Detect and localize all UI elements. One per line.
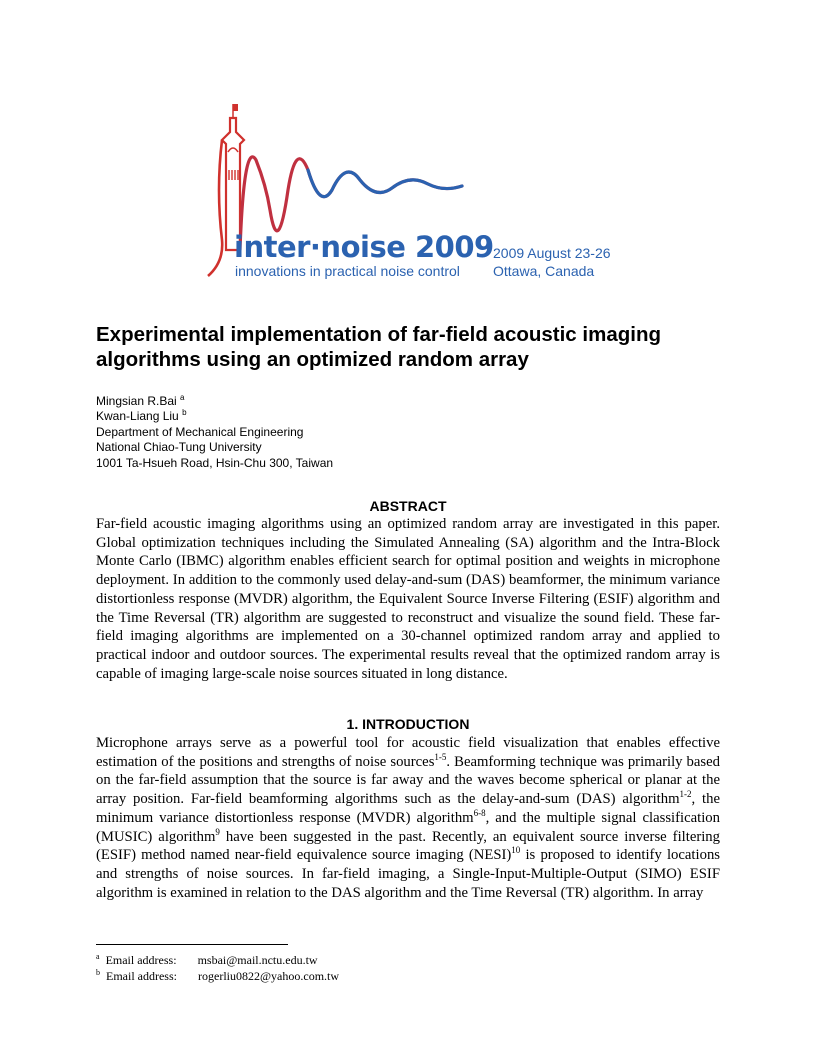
introduction-heading: 1. INTRODUCTION: [346, 716, 470, 732]
footnote-label: Email address:: [105, 953, 177, 967]
intro-text-segment: Microphone arrays serve as a powerful tool for acoustic field visualization that enables effective estimation of the positions and strengths of noise sources: [96, 735, 720, 770]
intro-text-segment: , and the multiple signal classification (MUSIC) algorithm: [96, 809, 720, 845]
citation: 1-5: [434, 751, 447, 762]
email-address: msbai@mail.nctu.edu.tw: [197, 953, 318, 967]
abstract-heading: ABSTRACT: [369, 498, 447, 514]
conference-location: Ottawa, Canada: [493, 263, 595, 279]
author-name: Kwan-Liang Liu: [96, 409, 179, 424]
citation: 10: [511, 845, 521, 856]
author-block: [96, 394, 333, 471]
author-mark: b: [182, 408, 187, 418]
footnote-mark: a: [96, 952, 100, 961]
abstract-text: Far-field acoustic imaging algorithms using an optimized random array are investigated in this paper. Global optimization techniques including the Simulated Annealing (SA) algorithm and the Intra-Block Monte Carlo (IBMC) algorithm enables efficient search for optimal position and weights in microphone deployment. In addition to the commonly used delay-and-sum (DAS) beamformer, the minimum variance distortionless response (MVDR) algorithm, the Equivalent Source Inverse Filtering (ESIF) algorithm and the Time Reversal (TR) algorithm are suggested to reconstruct and visualize the sound field. These far-field imaging algorithms are implemented on a 30-channel optimized random array and applied to practical indoor and outdoor sources. The experimental results reveal that the optimized random array is capable of imaging large-scale noise sources situated in long distance.: [96, 516, 720, 682]
citation: 6-8: [473, 807, 486, 818]
conference-logo: [200, 100, 620, 285]
email-address: rogerliu0822@yahoo.com.tw: [198, 969, 340, 983]
citation: 9: [215, 826, 220, 837]
intro-text-segment: , the minimum variance distortionless response (MVDR) algorithm: [96, 791, 720, 826]
footnote-mark: b: [96, 968, 100, 977]
author-2: [96, 409, 333, 424]
author-1: [96, 394, 333, 409]
affiliation-address: 1001 Ta-Hsueh Road, Hsin-Chu 300, Taiwan: [96, 455, 334, 470]
citation: 1-2: [679, 789, 692, 800]
affiliation-department: Department of Mechanical Engineering: [96, 424, 304, 439]
conference-name: inter·noise 2009: [234, 230, 494, 264]
intro-text-segment: . Beamforming technique was primarily based on the far-field assumption that the source is far away and the waves become spherical or planar at the array position. Far-field beamforming algorithms such as the delay-and-sum (DAS) algorithm: [96, 753, 720, 808]
footnote-b: [96, 968, 339, 984]
conference-tagline: innovations in practical noise control: [235, 263, 460, 279]
author-name: Mingsian R.Bai: [96, 394, 177, 408]
introduction-text: [96, 734, 720, 902]
footnotes: [96, 952, 339, 984]
footnote-divider: [96, 944, 288, 945]
footnote-label: Email address:: [106, 969, 177, 983]
affiliation-university: National Chiao-Tung University: [96, 440, 262, 455]
footnote-a: [96, 952, 339, 968]
author-mark: a: [180, 393, 185, 402]
intro-text-segment: have been suggested in the past. Recently, an equivalent source inverse filtering (ESIF) method named near-field equivalence source imaging (NESI): [96, 828, 720, 864]
conference-date: 2009 August 23-26: [493, 245, 611, 261]
intro-text-segment: is proposed to identify locations and strengths of noise sources. In far-field imaging, a Single-Input-Multiple-Output (SIMO) ESIF algorithm is examined in relation to the DAS algorithm and the Time Reversal (TR) algorithm. In array: [96, 847, 720, 901]
paper-title: Experimental implementation of far-field acoustic imaging algorithms using an optimized random array: [96, 323, 661, 371]
